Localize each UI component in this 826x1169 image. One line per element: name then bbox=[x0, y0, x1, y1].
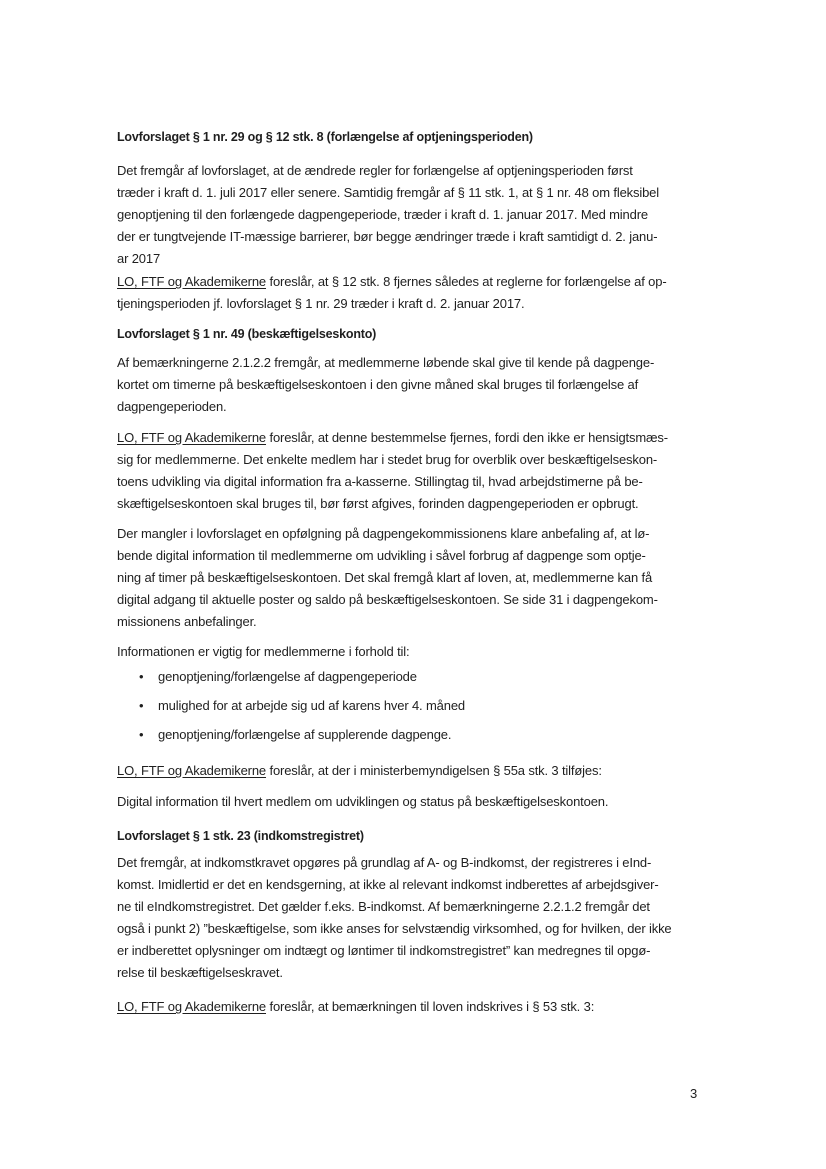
text-line: Digital information til hvert medlem om udviklingen og status på beskæftigelseskontoen. bbox=[117, 794, 609, 809]
list-item bbox=[139, 666, 699, 688]
list-item-text: genoptjening/forlængelse af dagpengeperiode bbox=[158, 669, 417, 684]
text-line: Det fremgår af lovforslaget, at de ændrede regler for forlængelse af optjeningsperioden først bbox=[117, 163, 633, 178]
text-line: relse til beskæftigelseskravet. bbox=[117, 965, 283, 980]
heading-text: Lovforslaget § 1 nr. 29 og § 12 stk. 8 (forlængelse af optjeningsperioden) bbox=[117, 130, 533, 144]
text-line bbox=[117, 760, 697, 782]
section-heading-2 bbox=[117, 323, 697, 345]
text-line: Det fremgår, at indkomstkravet opgøres på grundlag af A- og B-indkomst, der registreres i eInd- bbox=[117, 855, 652, 870]
text-line: genoptjening til den forlængede dagpengeperiode, træder i kraft d. 1. januar 2017. Med mindre bbox=[117, 207, 648, 222]
proposal-text: foreslår, at bemærkningen til loven indskrives i § 53 stk. 3: bbox=[266, 999, 595, 1014]
list-item-text: genoptjening/forlængelse af supplerende dagpenge. bbox=[158, 727, 452, 742]
text-line: skæftigelseskontoen skal bruges til, bør først afgives, forinden dagpengeperioden er opbrugt. bbox=[117, 496, 639, 511]
list-intro bbox=[117, 641, 697, 663]
paragraph-s2 bbox=[117, 352, 697, 418]
text-line bbox=[117, 271, 697, 293]
text-line bbox=[117, 996, 697, 1018]
text-line: kortet om timerne på beskæftigelseskontoen i den givne måned skal bruges til forlængelse af bbox=[117, 377, 639, 392]
proposal-text: foreslår, at § 12 stk. 8 fjernes således at reglerne for forlængelse af op- bbox=[266, 274, 667, 289]
paragraph-s3 bbox=[117, 852, 697, 984]
paragraph-s2-missing bbox=[117, 523, 697, 633]
organisations-link[interactable]: LO, FTF og Akademikerne bbox=[117, 763, 267, 778]
text-line: sig for medlemmerne. Det enkelte medlem har i stedet brug for overblik over beskæftigelseskon- bbox=[117, 452, 658, 467]
text-line: der er tungtvejende IT-mæssige barrierer, bør begge ændringer træde i kraft samtidigt d. 2. janu- bbox=[117, 229, 658, 244]
text-line: digital adgang til aktuelle poster og saldo på beskæftigelseskontoen. Se side 31 i dagpengekom- bbox=[117, 592, 658, 607]
organisations-link[interactable]: LO, FTF og Akademikerne bbox=[117, 999, 267, 1014]
text-line: Af bemærkningerne 2.1.2.2 fremgår, at medlemmerne løbende skal give til kende på dagpenge- bbox=[117, 355, 655, 370]
text-line: Der mangler i lovforslaget en opfølgning på dagpengekommissionens klare anbefaling af, at lø- bbox=[117, 526, 650, 541]
heading-text: Lovforslaget § 1 nr. 49 (beskæftigelseskonto) bbox=[117, 327, 377, 341]
bullet-icon: • bbox=[139, 669, 144, 684]
text-line: ar 2017 bbox=[117, 251, 161, 266]
organisations-link[interactable]: LO, FTF og Akademikerne bbox=[117, 430, 267, 445]
proposal-s3 bbox=[117, 996, 697, 1018]
text-line: træder i kraft d. 1. juli 2017 eller senere. Samtidig fremgår af § 11 stk. 1, at § 1 nr. 48 om fleksibel bbox=[117, 185, 659, 200]
text-line: Informationen er vigtig for medlemmerne i forhold til: bbox=[117, 644, 410, 659]
list-item bbox=[139, 695, 699, 717]
list-item bbox=[139, 724, 699, 746]
text-line: er indberettet oplysninger om indtægt og løntimer til indkomstregistret” kan medregnes til opgø- bbox=[117, 943, 651, 958]
organisations-link[interactable]: LO, FTF og Akademikerne bbox=[117, 274, 267, 289]
proposal-text: foreslår, at denne bestemmelse fjernes, fordi den ikke er hensigtsmæs- bbox=[266, 430, 668, 445]
text-line: også i punkt 2) ”beskæftigelse, som ikke anses for selvstændig virksomhed, og for hvilken, der ikke bbox=[117, 921, 672, 936]
paragraph-s1 bbox=[117, 160, 697, 270]
bullet-icon: • bbox=[139, 698, 144, 713]
addition-text bbox=[117, 791, 697, 813]
text-line: komst. Imidlertid er det en kendsgerning, at ikke al relevant indkomst indberettes af arbejdsgiver- bbox=[117, 877, 659, 892]
text-line: tjeningsperioden jf. lovforslaget § 1 nr. 29 træder i kraft d. 2. januar 2017. bbox=[117, 296, 525, 311]
text-line: ne til eIndkomstregistret. Det gælder f.eks. B-indkomst. Af bemærkningerne 2.2.1.2 fremgår det bbox=[117, 899, 650, 914]
proposal2-s2 bbox=[117, 760, 697, 782]
text-line: dagpengeperioden. bbox=[117, 399, 227, 414]
section-heading-1 bbox=[117, 126, 697, 148]
heading-text: Lovforslaget § 1 stk. 23 (indkomstregistret) bbox=[117, 829, 364, 843]
text-line bbox=[117, 427, 697, 449]
bullet-icon: • bbox=[139, 727, 144, 742]
text-line: toens udvikling via digital information fra a-kasserne. Stillingtag til, hvad arbejdstimerne på be- bbox=[117, 474, 643, 489]
section-heading-3 bbox=[117, 825, 697, 847]
proposal-text: foreslår, at der i ministerbemyndigelsen § 55a stk. 3 tilføjes: bbox=[266, 763, 602, 778]
text-line: ning af timer på beskæftigelseskontoen. Det skal fremgå klart af loven, at, medlemmerne kan få bbox=[117, 570, 653, 585]
page-number: 3 bbox=[690, 1086, 698, 1101]
proposal-s1 bbox=[117, 271, 697, 315]
proposal-s2 bbox=[117, 427, 697, 515]
list-item-text: mulighed for at arbejde sig ud af karens hver 4. måned bbox=[158, 698, 465, 713]
text-line: bende digital information til medlemmerne om udvikling i såvel forbrug af dagpenge som optje- bbox=[117, 548, 646, 563]
text-line: missionens anbefalinger. bbox=[117, 614, 257, 629]
